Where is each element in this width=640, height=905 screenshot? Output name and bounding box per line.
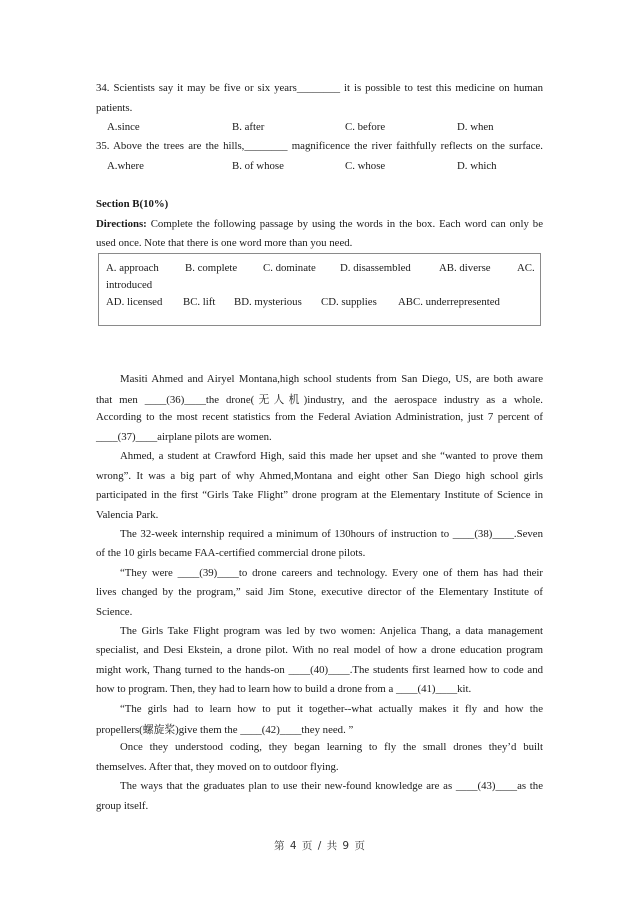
q34-option-a: A.since — [107, 121, 140, 133]
word-option-wrap: introduced — [106, 279, 153, 291]
directions-label: Directions: — [96, 218, 147, 230]
passage-line: group itself. — [96, 800, 149, 812]
q35-option-d: D. which — [457, 160, 497, 172]
word-option: AC. — [517, 262, 535, 274]
passage-line: “The girls had to learn how to put it together--what actually makes it fly and how the — [120, 703, 543, 715]
section-title: Section B(10%) — [96, 198, 169, 210]
passage-line: The Girls Take Flight program was led by two women: Anjelica Thang, a data management — [120, 625, 543, 637]
word-option: AD. licensed — [106, 296, 163, 308]
question-35-text: 35. Above the trees are the hills,________ magnificence the river faithfully reflects on the surface. — [96, 140, 543, 152]
passage-line: lives changed by the program,” said Jim Stone, executive director of the Elementary Institute of — [96, 586, 543, 598]
passage-line: Masiti Ahmed and Airyel Montana,high school students from San Diego, US, are both aware — [120, 373, 543, 385]
passage-line: participated in the first “Girls Take Flight” drone program at the Elementary Institute of Science in — [96, 489, 543, 501]
passage-line: “They were ____(39)____to drone careers and technology. Every one of them has had their — [120, 567, 543, 579]
q34-option-d: D. when — [457, 121, 494, 133]
directions-text: Complete the following passage by using the words in the box. Each word can only be — [146, 218, 543, 230]
word-option: C. dominate — [263, 262, 316, 274]
passage-line: ____(37)____airplane pilots are women. — [96, 431, 272, 443]
q34-option-b: B. after — [232, 121, 265, 133]
word-option: CD. supplies — [321, 296, 377, 308]
passage-line: The ways that the graduates plan to use their new-found knowledge are as ____(43)____as the — [120, 780, 543, 792]
passage-line: Valencia Park. — [96, 509, 159, 521]
q34-option-c: C. before — [345, 121, 386, 133]
passage-line: propellers(螺旋桨)give them the ____(42)____they need. ” — [96, 724, 354, 736]
passage-line: The 32-week internship required a minimum of 130hours of instruction to ____(38)____.Seven — [120, 528, 543, 540]
question-34-text: 34. Scientists say it may be five or six years________ it is possible to test this medicine on human — [96, 82, 543, 94]
q35-option-b: B. of whose — [232, 160, 284, 172]
passage-line: Once they understood coding, they began learning to fly the small drones they’d built — [120, 741, 543, 753]
passage-line: specialist, and Desi Ekstein, a drone pilot. With no real model of how a drone education program — [96, 644, 543, 656]
question-34-text-cont: patients. — [96, 102, 133, 114]
passage-line: how to program. Then, they had to learn how to build a drone from a ____(41)____kit. — [96, 683, 472, 695]
q35-option-c: C. whose — [345, 160, 386, 172]
q35-option-a: A.where — [107, 160, 144, 172]
passage-line: might work, Thang turned to the hands-on ____(40)____.The students first learned how to code and — [96, 664, 543, 676]
passage-line: that men ____(36)____the drone(无人机)industry, and the aerospace industry as a whole. — [96, 394, 543, 406]
word-option: AB. diverse — [439, 262, 491, 274]
passage-line: wrong”. It was a big part of why Ahmed,Montana and eight other San Diego high school girls — [96, 470, 543, 482]
directions-line-2: used once. Note that there is one word more than you need. — [96, 237, 353, 249]
word-option: D. disassembled — [340, 262, 411, 274]
passage-line: According to the most recent statistics from the Federal Aviation Administration, just 7 percent of — [96, 411, 543, 423]
passage-line: Ahmed, a student at Crawford High, said this made her upset and she “wanted to prove them — [120, 450, 543, 462]
page-number-footer: 第 4 页 / 共 9 页 — [274, 840, 366, 852]
passage-line: Science. — [96, 606, 133, 618]
word-option: ABC. underrepresented — [398, 296, 500, 308]
word-option: B. complete — [185, 262, 238, 274]
word-option: A. approach — [106, 262, 159, 274]
word-option: BD. mysterious — [234, 296, 302, 308]
word-option: BC. lift — [183, 296, 216, 308]
directions-line-1 — [96, 218, 543, 232]
passage-line: themselves. After that, they moved on to outdoor flying. — [96, 761, 339, 773]
passage-line: of the 10 girls became FAA-certified commercial drone pilots. — [96, 547, 366, 559]
